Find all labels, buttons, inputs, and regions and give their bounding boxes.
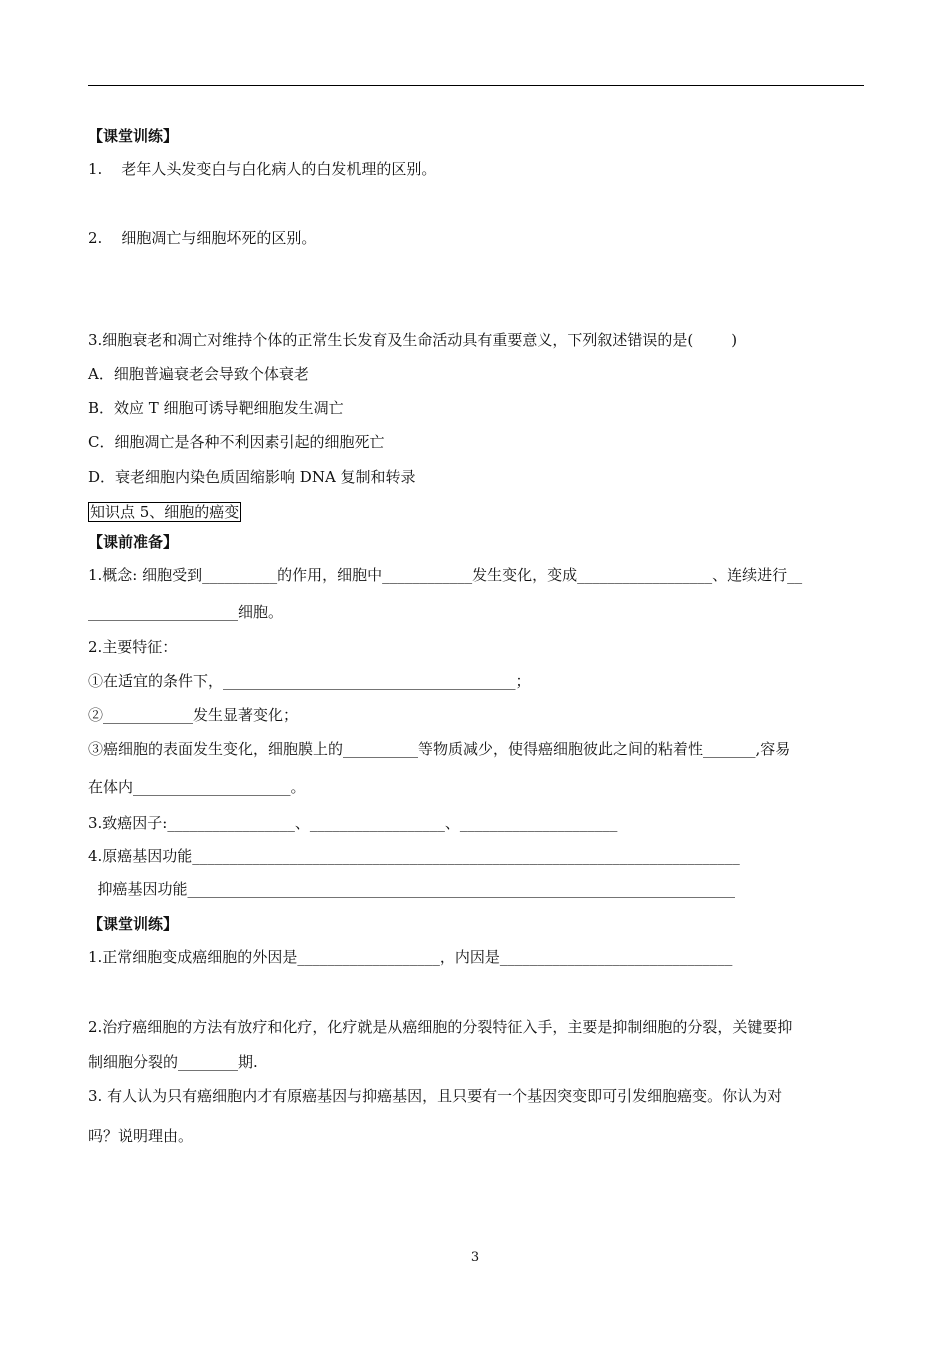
- option-c: C．细胞凋亡是各种不利因素引起的细胞死亡: [88, 433, 385, 451]
- tumor-suppressor-function: 抑癌基因功能_________________________________________________________________________: [88, 880, 736, 898]
- concept-line-2: ____________________细胞。: [88, 603, 284, 621]
- training-question-1: 1.正常细胞变成癌细胞的外因是___________________，内因是_______________________________: [88, 948, 733, 966]
- question-2: 2. 细胞凋亡与细胞坏死的区别。: [88, 229, 317, 247]
- feature-2: ②____________发生显著变化；: [88, 706, 299, 724]
- section-heading-classroom-training-2: 【课堂训练】: [88, 915, 179, 933]
- page-number: 3: [470, 1250, 480, 1265]
- training-question-3-line-2: 吗？说明理由。: [88, 1127, 194, 1145]
- feature-3-line-1: ③癌细胞的表面发生变化，细胞膜上的__________等物质减少，使得癌细胞彼此之间的粘着性_______,容易: [88, 740, 791, 758]
- option-a: A．细胞普遍衰老会导致个体衰老: [88, 365, 309, 383]
- section-heading-classroom-training: 【课堂训练】: [88, 127, 179, 145]
- features-heading: 2.主要特征：: [88, 638, 178, 656]
- carcinogen-factors: 3.致癌因子:_________________、__________________、_____________________: [88, 814, 618, 832]
- question-3: 3.细胞衰老和凋亡对维持个体的正常生长发育及生命活动具有重要意义，下列叙述错误的是( ): [88, 331, 738, 349]
- question-1: 1. 老年人头发变白与白化病人的白发机理的区别。: [88, 160, 437, 178]
- header-rule: [88, 85, 864, 86]
- knowledge-point-title: 知识点 5、细胞的癌变: [90, 503, 240, 521]
- proto-oncogene-function: 4.原癌基因功能_________________________________________________________________________: [88, 847, 740, 865]
- training-question-2-line-2: 制细胞分裂的________期.: [88, 1053, 258, 1071]
- knowledge-point-box: [88, 502, 241, 522]
- option-b: B．效应 T 细胞可诱导靶细胞发生凋亡: [88, 399, 344, 417]
- section-heading-preparation: 【课前准备】: [88, 533, 179, 551]
- concept-line-1: 1.概念: 细胞受到__________的作用，细胞中____________发生变化，变成__________________、连续进行__: [88, 566, 803, 584]
- training-question-2-line-1: 2.治疗癌细胞的方法有放疗和化疗，化疗就是从癌细胞的分裂特征入手，主要是抑制细胞的分裂，关键要抑: [88, 1018, 793, 1036]
- feature-3-line-2: 在体内_____________________。: [88, 778, 306, 796]
- training-question-3-line-1: 3. 有人认为只有癌细胞内才有原癌基因与抑癌基因，且只要有一个基因突变即可引发细胞癌变。你认为对: [88, 1087, 783, 1105]
- feature-1: ①在适宜的条件下，_______________________________________；: [88, 672, 531, 690]
- option-d: D．衰老细胞内染色质固缩影响 DNA 复制和转录: [88, 468, 416, 486]
